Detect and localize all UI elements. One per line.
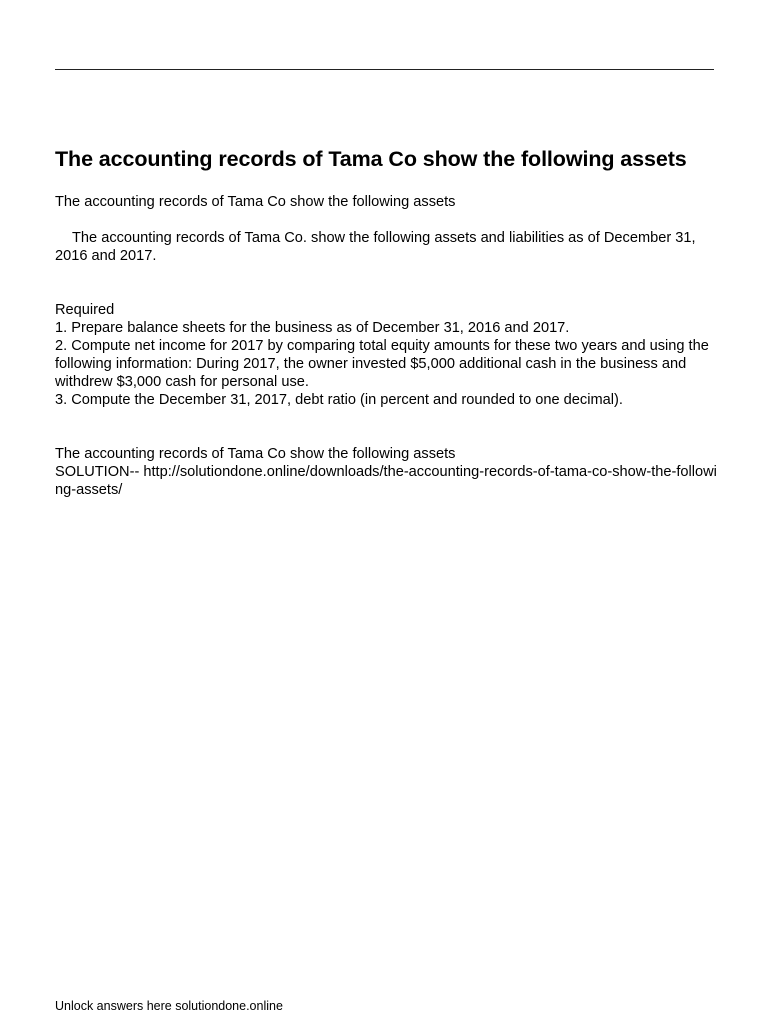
solution-section <box>55 445 717 499</box>
required-item-1: 1. Prepare balance sheets for the business as of December 31, 2016 and 2017. <box>55 320 570 336</box>
solution-title: The accounting records of Tama Co show the following assets <box>55 446 456 462</box>
required-item-3: 3. Compute the December 31, 2017, debt ratio (in percent and rounded to one decimal). <box>55 392 623 408</box>
required-item-2: 2. Compute net income for 2017 by comparing total equity amounts for these two years and using the following information: During 2017, the owner invested $5,000 additional cash in the business and withdrew $3,000 cash for personal use. <box>55 338 709 390</box>
intro-paragraph: The accounting records of Tama Co. show the following assets and liabilities as of December 31, 2016 and 2017. <box>55 230 696 264</box>
page-title: The accounting records of Tama Co show the following assets <box>55 147 687 171</box>
header-divider <box>55 69 714 70</box>
required-heading: Required <box>55 302 115 318</box>
required-section <box>55 301 717 409</box>
solution-link[interactable]: SOLUTION-- http://solutiondone.online/downloads/the-accounting-records-of-tama-co-show-the-following-assets/ <box>55 464 717 498</box>
subtitle: The accounting records of Tama Co show the following assets <box>55 194 456 210</box>
page-footer: Unlock answers here solutiondone.online <box>55 999 283 1013</box>
document-body <box>55 146 717 499</box>
